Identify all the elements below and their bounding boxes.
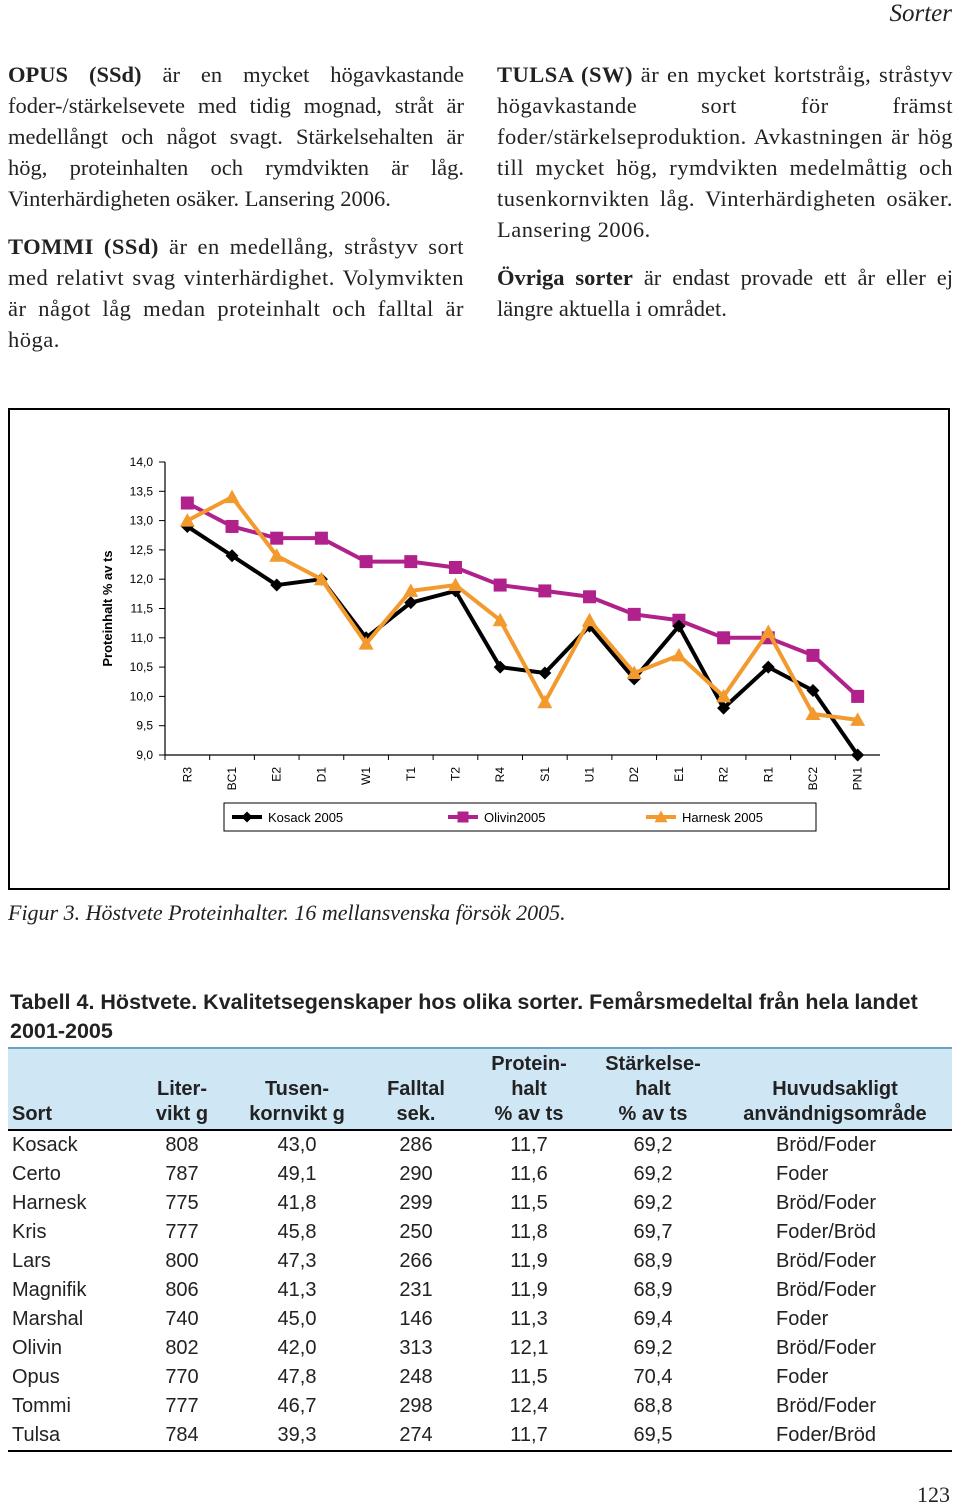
series-line [187, 503, 857, 696]
y-tick-label: 9,5 [136, 718, 153, 733]
table-cell: 43,0 [277, 1134, 317, 1156]
table-cell: 11,9 [510, 1250, 548, 1272]
y-tick-label: 12,5 [129, 542, 153, 557]
marker-square [717, 631, 730, 644]
table-cell: 11,5 [510, 1192, 548, 1214]
x-tick-label: BC1 [225, 767, 240, 791]
marker-triangle [225, 490, 240, 504]
table-cell: Certo [12, 1163, 61, 1185]
table-row [8, 1218, 952, 1247]
table-cell: Lars [12, 1250, 51, 1272]
marker-square [806, 649, 819, 662]
protein-line-chart [10, 410, 952, 892]
table-cell: 11,3 [510, 1308, 548, 1330]
marker-square [458, 812, 469, 823]
paragraph-tulsa [497, 59, 953, 245]
table-cell: 313 [399, 1337, 433, 1359]
table-cell: 274 [362, 1421, 470, 1451]
x-tick-label: W1 [359, 767, 374, 785]
variety-name-tommi: TOMMI (SSd) [8, 234, 159, 259]
table-cell: 11,7 [510, 1134, 548, 1156]
table-cell: Bröd/Foder [776, 1192, 877, 1214]
marker-square [583, 590, 596, 603]
paragraph-text: är en mycket kortstråig, stråstyv högavkastande sort för främst foder/stärkelseproduktion. Avkastningen är hög till mycket hög, rymdvikten medelmåttig och tusenkornvikten låg. Vinterhärdigheten osäker. Lansering 2006. [497, 62, 953, 242]
y-tick-label: 10,0 [129, 689, 153, 704]
table-cell: 70,4 [633, 1366, 673, 1388]
y-tick-label: 10,5 [129, 660, 153, 675]
table-cell: 248 [399, 1366, 433, 1388]
x-tick-label: PN1 [850, 767, 865, 791]
header-litervikt: Liter- vikt g [132, 1048, 232, 1130]
table-cell: 47,8 [277, 1366, 317, 1388]
table-cell: Foder [776, 1163, 829, 1185]
table-cell: 69,5 [588, 1421, 718, 1451]
y-axis-label: Proteinhalt % av ts [100, 550, 115, 667]
table-cell: 808 [165, 1134, 199, 1156]
table-cell: 777 [165, 1395, 199, 1417]
table-cell: 11,9 [510, 1279, 548, 1301]
paragraph-text: är en medellång, stråstyv sort med relativt svag vinterhärdighet. Volymvikten är något låg medan proteinhalt och falltal är höga. [8, 234, 464, 352]
table-row [8, 1305, 952, 1334]
header-proteinhalt: Protein- halt % av ts [470, 1048, 588, 1130]
table-row [8, 1363, 952, 1392]
marker-square [494, 579, 507, 592]
paragraph-tommi [8, 231, 464, 355]
x-tick-label: E1 [671, 767, 686, 782]
table-cell: 49,1 [277, 1163, 317, 1185]
marker-triangle [582, 613, 597, 627]
table-cell: 39,3 [232, 1421, 362, 1451]
variety-name-ovriga: Övriga sorter [497, 265, 633, 290]
table-cell: 777 [165, 1221, 199, 1243]
marker-square [226, 520, 239, 533]
y-tick-label: 13,0 [129, 513, 153, 528]
table-cell: Olivin [12, 1337, 63, 1359]
table-cell: Foder/Bröd [718, 1421, 952, 1451]
table-cell: 298 [399, 1395, 433, 1417]
table-cell: 11,6 [510, 1163, 548, 1185]
marker-square [851, 690, 864, 703]
table-cell: Kris [12, 1221, 47, 1243]
marker-square [270, 532, 283, 545]
table-cell: Bröd/Foder [776, 1250, 877, 1272]
x-tick-label: T1 [403, 767, 418, 782]
table-cell: 231 [399, 1279, 433, 1301]
table-cell: 787 [165, 1163, 199, 1185]
table-cell: Bröd/Foder [776, 1395, 877, 1417]
table-cell: 69,4 [633, 1308, 673, 1330]
variety-name-tulsa: TULSA (SW) [497, 62, 634, 87]
x-tick-label: T2 [448, 767, 463, 782]
marker-square [181, 497, 194, 510]
table-cell: 41,3 [277, 1279, 317, 1301]
marker-square [404, 555, 417, 568]
left-column [8, 59, 464, 372]
table-cell: 146 [399, 1308, 433, 1330]
table-cell: Tommi [12, 1395, 71, 1417]
table-cell: 770 [165, 1366, 199, 1388]
table-cell: 69,2 [633, 1163, 673, 1185]
paragraph-text: är endast provade ett år eller ej längre aktuella i området. [497, 265, 953, 321]
table-header-row [8, 1048, 952, 1130]
table-cell: 45,0 [277, 1308, 317, 1330]
y-tick-label: 12,0 [129, 572, 153, 587]
table-cell: 806 [165, 1279, 199, 1301]
x-tick-label: U1 [582, 767, 597, 783]
table-cell: 740 [165, 1308, 199, 1330]
table-cell: 69,2 [633, 1192, 673, 1214]
table-cell: Foder/Bröd [776, 1221, 877, 1243]
table-row [8, 1247, 952, 1276]
table-cell: 299 [399, 1192, 433, 1214]
marker-triangle [671, 648, 686, 662]
table-cell: 47,3 [277, 1250, 317, 1272]
quality-table [8, 1047, 952, 1452]
table-cell: 69,2 [633, 1134, 673, 1156]
table-cell: Harnesk [12, 1192, 87, 1214]
table-cell: 802 [165, 1337, 199, 1359]
table-cell: 11,7 [470, 1421, 588, 1451]
table-cell: Bröd/Foder [776, 1134, 877, 1156]
right-column [497, 59, 953, 341]
table-cell: 775 [165, 1192, 199, 1214]
table-cell: Opus [12, 1366, 60, 1388]
table-cell: 68,9 [633, 1250, 673, 1272]
header-sort: Sort [8, 1048, 132, 1130]
header-tusenkornvikt: Tusen- kornvikt g [232, 1048, 362, 1130]
paragraph-text: är en mycket högavkastande foder-/stärkelsevete med tidig mognad, stråt är medellångt och något svagt. Stärkelsehalten är hög, proteinhalten och rymdvikten är låg. Vinterhärdigheten osäker. Lansering 2006. [8, 62, 464, 211]
table-cell: 46,7 [277, 1395, 317, 1417]
table-cell: 11,5 [510, 1366, 548, 1388]
table-cell: Tulsa [8, 1421, 132, 1451]
x-tick-label: BC2 [805, 767, 820, 791]
y-tick-label: 11,5 [130, 601, 153, 616]
table-cell: 12,4 [509, 1395, 549, 1417]
marker-triangle [761, 624, 776, 638]
table-cell: 800 [165, 1250, 199, 1272]
table-title: Tabell 4. Höstvete. Kvalitetsegenskaper hos olika sorter. Femårsmedeltal från hela landet 2001-2005 [10, 990, 918, 1043]
table-row [8, 1334, 952, 1363]
legend-label: Olivin2005 [484, 810, 546, 825]
table-row [8, 1130, 952, 1160]
table-cell: 69,2 [633, 1337, 673, 1359]
legend-label: Kosack 2005 [268, 810, 344, 825]
series-line [187, 497, 857, 720]
x-tick-label: D1 [314, 767, 329, 783]
table-cell: 266 [399, 1250, 433, 1272]
x-tick-label: R4 [493, 767, 508, 783]
header-starkelsehalt: Stärkelse- halt % av ts [588, 1048, 718, 1130]
paragraph-ovriga [497, 262, 953, 324]
table-row [8, 1392, 952, 1421]
table-cell: 11,8 [510, 1221, 548, 1243]
y-tick-label: 11,0 [130, 630, 153, 645]
table-cell: Marshal [12, 1308, 84, 1330]
table-cell: 41,8 [277, 1192, 317, 1214]
table-cell: 12,1 [509, 1337, 549, 1359]
table-cell: 69,7 [633, 1221, 673, 1243]
y-tick-label: 14,0 [129, 455, 153, 469]
table-cell: Foder [776, 1308, 829, 1330]
table-cell: 68,8 [633, 1395, 673, 1417]
table-row [8, 1189, 952, 1218]
table-cell: Bröd/Foder [776, 1337, 877, 1359]
x-tick-label: R1 [761, 767, 776, 783]
marker-square [315, 532, 328, 545]
table-cell: 784 [132, 1421, 232, 1451]
x-tick-label: E2 [269, 767, 284, 782]
protein-chart-frame [8, 408, 950, 890]
page-number: 123 [917, 1482, 950, 1507]
variety-name-opus: OPUS (SSd) [8, 62, 142, 87]
marker-diamond [242, 812, 253, 823]
x-tick-label: R2 [716, 767, 731, 783]
table-cell: 68,9 [633, 1279, 673, 1301]
marker-square [449, 561, 462, 574]
table-cell: Kosack [12, 1134, 78, 1156]
table-body [8, 1130, 952, 1451]
table-row [8, 1276, 952, 1305]
marker-square [360, 555, 373, 568]
table-cell: Bröd/Foder [776, 1279, 877, 1301]
table-cell: 286 [399, 1134, 433, 1156]
header-falltal: Falltal sek. [362, 1048, 470, 1130]
y-tick-label: 9,0 [136, 748, 153, 762]
table-row [8, 1421, 952, 1451]
x-tick-label: D2 [627, 767, 642, 783]
table-cell: 250 [399, 1221, 433, 1243]
figure-caption: Figur 3. Höstvete Proteinhalter. 16 mellansvenska försök 2005. [8, 900, 566, 925]
x-tick-label: S1 [537, 767, 552, 782]
legend-label: Harnesk 2005 [682, 810, 763, 825]
table-cell: 290 [399, 1163, 433, 1185]
marker-square [538, 584, 551, 597]
table-cell: 42,0 [277, 1337, 317, 1359]
table-cell: Foder [776, 1366, 829, 1388]
paragraph-opus [8, 59, 464, 214]
marker-square [628, 608, 641, 621]
y-tick-label: 13,5 [129, 484, 153, 499]
running-head: Sorter [889, 0, 952, 27]
header-anvandningsomrade: Huvudsakligt användnigsområde [718, 1048, 952, 1130]
table-cell: Magnifik [12, 1279, 87, 1301]
table-row [8, 1160, 952, 1189]
x-tick-label: R3 [180, 767, 195, 783]
table-cell: 45,8 [277, 1221, 317, 1243]
